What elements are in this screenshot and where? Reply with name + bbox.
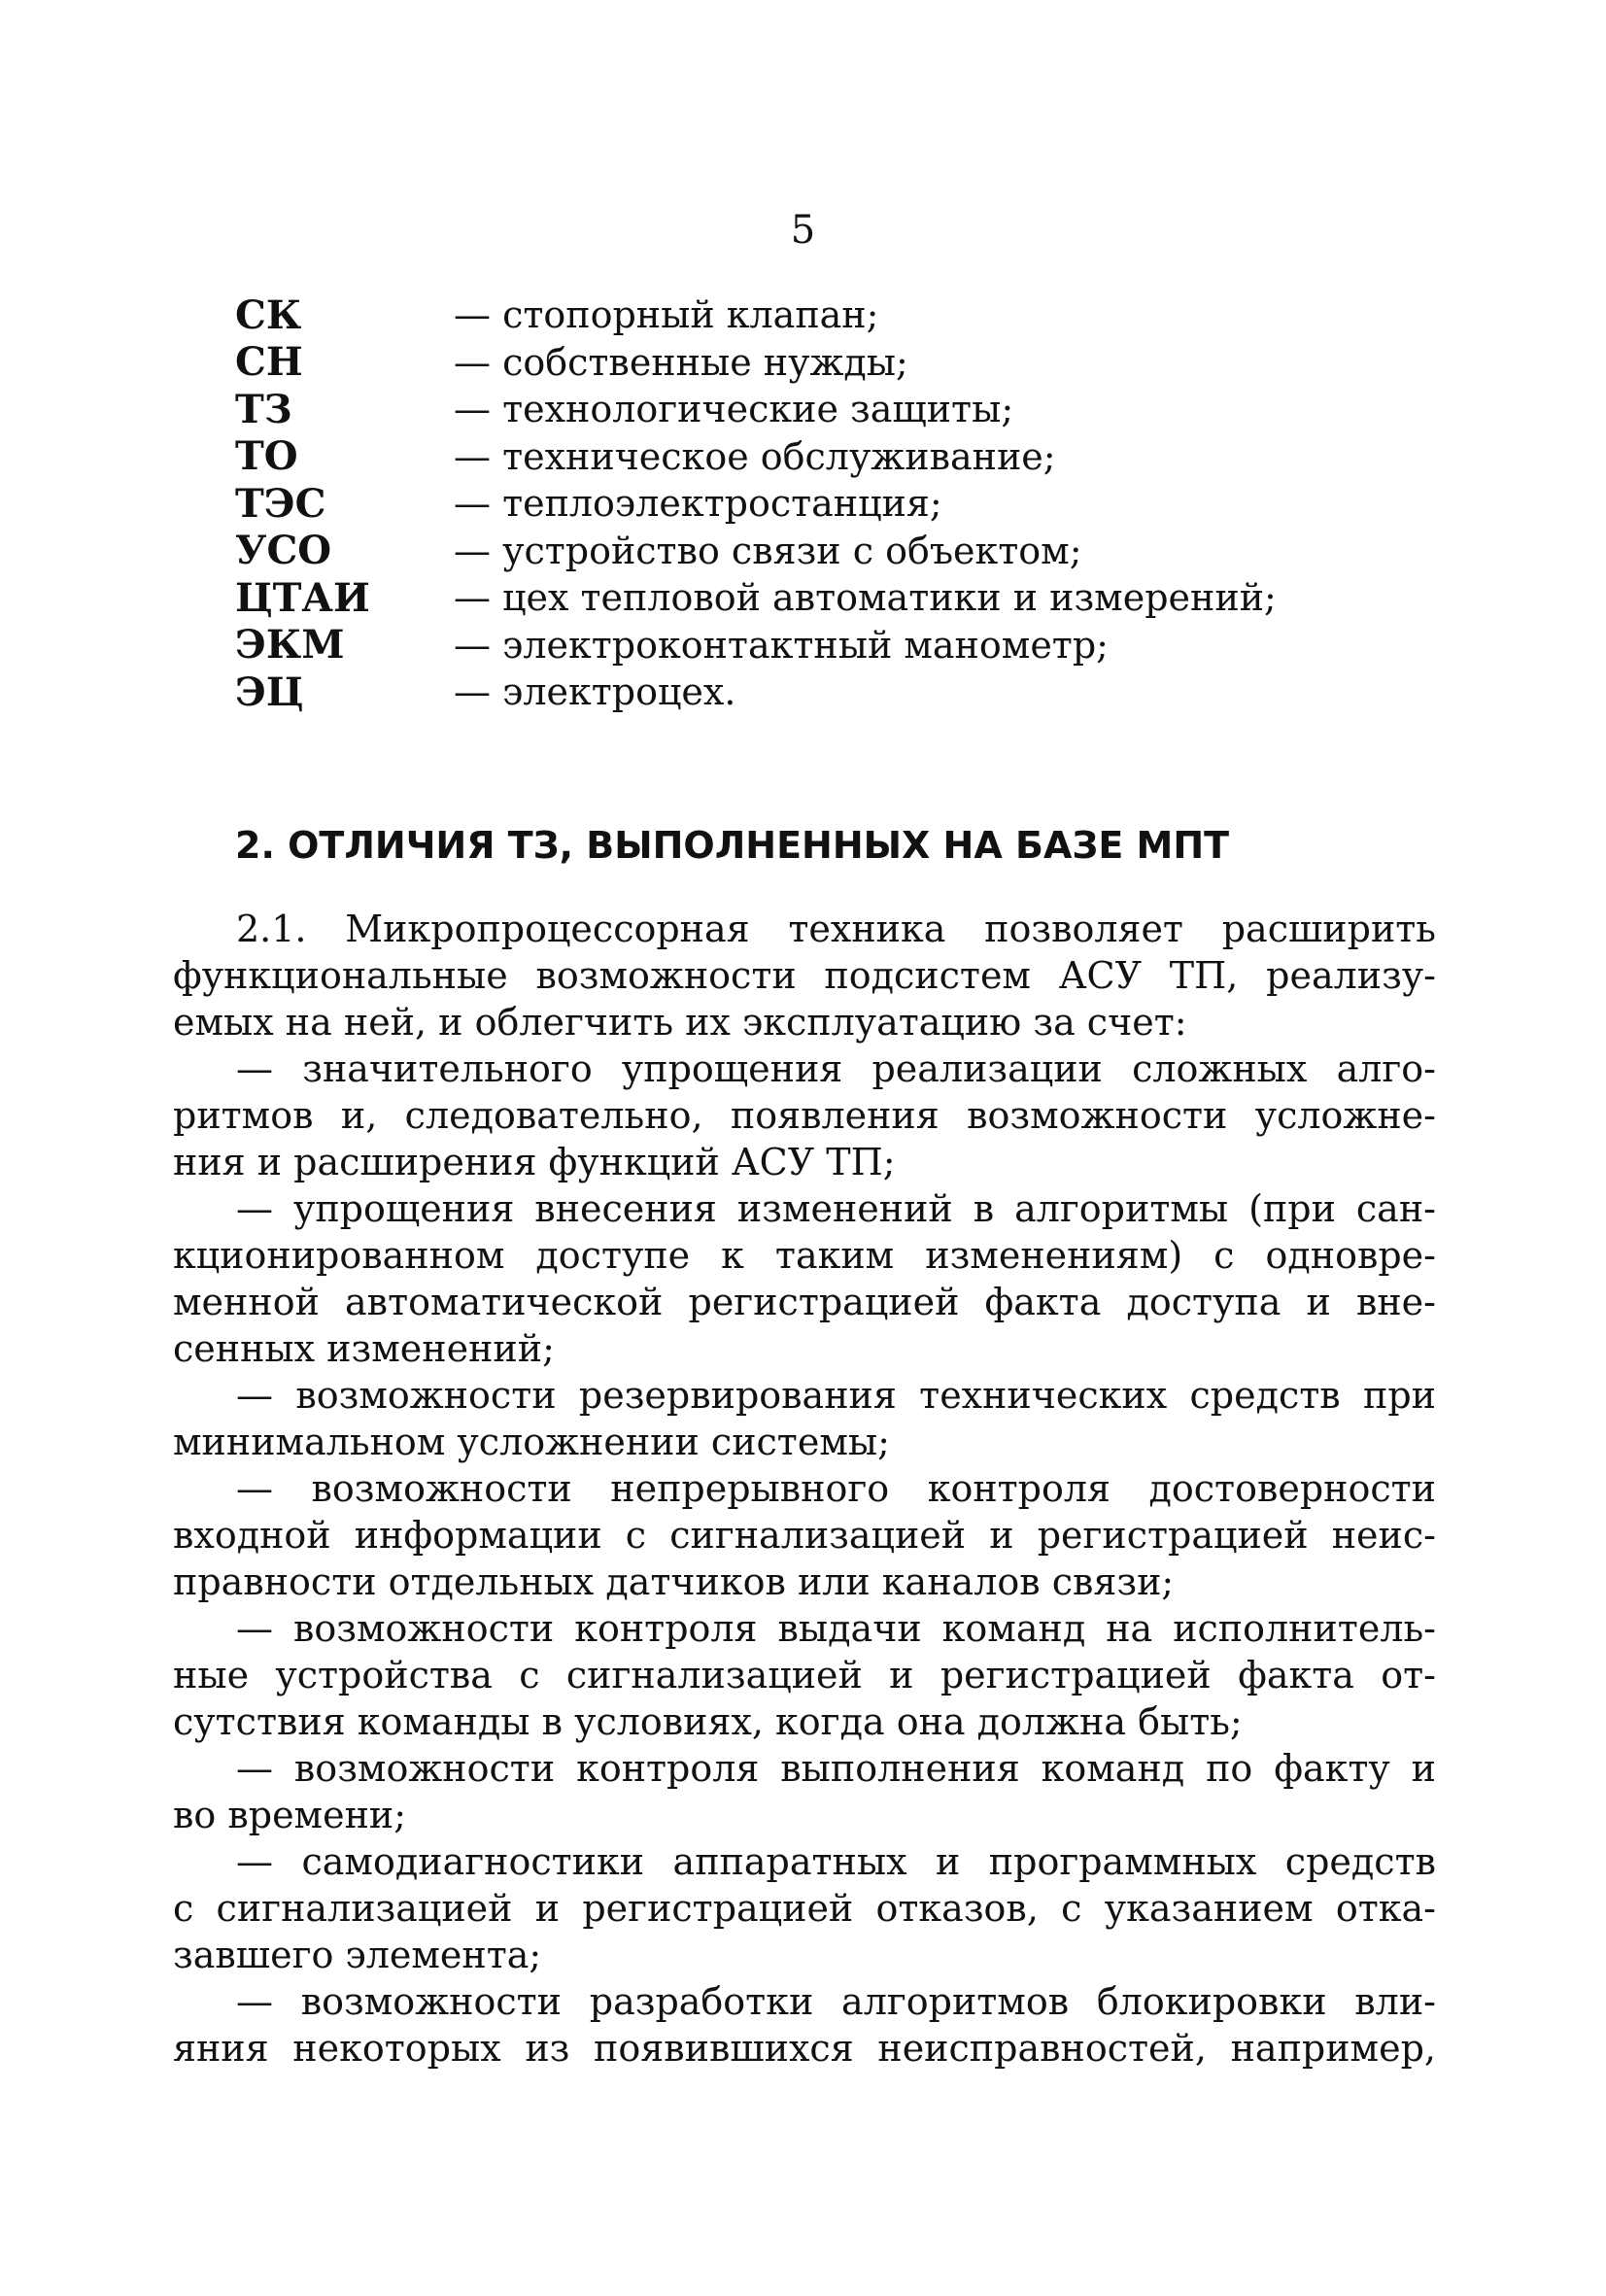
abbreviation-row xyxy=(235,528,1450,575)
abbreviation-term: СН xyxy=(235,339,303,386)
text-line: сенных изменений; xyxy=(173,1327,555,1370)
abbreviation-term: ТО xyxy=(235,433,298,480)
abbreviation-definition: — техническое обслуживание; xyxy=(454,434,1056,478)
abbreviation-row xyxy=(235,386,1450,433)
text-line: — возможности контроля выдачи команд на исполнитель- xyxy=(236,1607,1436,1650)
abbreviation-definition: — стопорный клапан; xyxy=(454,293,879,337)
text-line: входной информации с сигнализацией и регистрацией неис- xyxy=(173,1514,1436,1557)
abbreviation-term: УСО xyxy=(235,528,332,574)
text-line: функциональные возможности подсистем АСУ ТП, реализу- xyxy=(173,954,1436,997)
text-line: — значительного упрощения реализации сложных алго- xyxy=(236,1047,1436,1090)
text-line: сутствия команды в условиях, когда она должна быть; xyxy=(173,1700,1243,1743)
text-line: кционированном доступе к таким изменениям) с одновре- xyxy=(173,1234,1436,1277)
text-line: емых на ней, и облегчить их эксплуатацию за счет: xyxy=(173,1001,1187,1044)
text-line: ния и расширения функций АСУ ТП; xyxy=(173,1141,896,1183)
section-heading: 2. ОТЛИЧИЯ ТЗ, ВЫПОЛНЕННЫХ НА БАЗЕ МПТ xyxy=(235,824,1230,867)
abbreviation-definition: — устройство связи с объектом; xyxy=(454,529,1082,572)
abbreviation-definition: — электроконтактный манометр; xyxy=(454,623,1109,667)
text-line: яния некоторых из появившихся неисправностей, например, xyxy=(173,2027,1436,2070)
abbreviation-row xyxy=(235,433,1450,481)
abbreviation-term: СК xyxy=(235,291,302,338)
text-line: — упрощения внесения изменений в алгоритмы (при сан- xyxy=(236,1187,1436,1230)
page-number: 5 xyxy=(790,208,816,253)
abbreviation-definition: — технологические защиты; xyxy=(454,388,1014,431)
abbreviation-list xyxy=(235,291,1450,716)
text-line: с сигнализацией и регистрацией отказов, с указанием отка- xyxy=(173,1887,1436,1930)
text-line: — возможности разработки алгоритмов блокировки вли- xyxy=(236,1980,1436,2023)
text-line: 2.1. Микропроцессорная техника позволяет расширить xyxy=(236,908,1436,950)
text-line: — возможности контроля выполнения команд по факту и xyxy=(236,1747,1436,1790)
text-line: завшего элемента; xyxy=(173,1934,542,1976)
abbreviation-term: ТЗ xyxy=(235,386,292,432)
abbreviation-term: ЭКМ xyxy=(235,622,345,668)
text-line: — возможности непрерывного контроля достоверности xyxy=(236,1467,1436,1510)
abbreviation-row xyxy=(235,339,1450,387)
text-line: ритмов и, следовательно, появления возможности усложне- xyxy=(173,1094,1436,1137)
abbreviation-definition: — теплоэлектростанция; xyxy=(454,482,942,526)
text-line: менной автоматической регистрацией факта доступа и вне- xyxy=(173,1281,1436,1323)
abbreviation-row xyxy=(235,668,1450,716)
abbreviation-term: ЦТАИ xyxy=(235,574,370,621)
abbreviation-term: ТЭС xyxy=(235,480,326,527)
text-line: — самодиагностики аппаратных и программных средств xyxy=(236,1840,1436,1883)
abbreviation-row xyxy=(235,291,1450,339)
text-line: во времени; xyxy=(173,1794,407,1836)
abbreviation-definition: — цех тепловой автоматики и измерений; xyxy=(454,576,1277,620)
text-line: минимальном усложнении системы; xyxy=(173,1421,890,1463)
abbreviation-definition: — собственные нужды; xyxy=(454,340,908,384)
abbreviation-row xyxy=(235,622,1450,669)
text-line: правности отдельных датчиков или каналов связи; xyxy=(173,1560,1175,1603)
abbreviation-row xyxy=(235,574,1450,622)
abbreviation-definition: — электроцех. xyxy=(454,670,736,714)
section-body xyxy=(173,906,1436,2072)
abbreviation-row xyxy=(235,480,1450,528)
abbreviation-term: ЭЦ xyxy=(235,668,304,715)
text-line: ные устройства с сигнализацией и регистрацией факта от- xyxy=(173,1654,1436,1696)
text-line: — возможности резервирования технических средств при xyxy=(236,1374,1436,1417)
